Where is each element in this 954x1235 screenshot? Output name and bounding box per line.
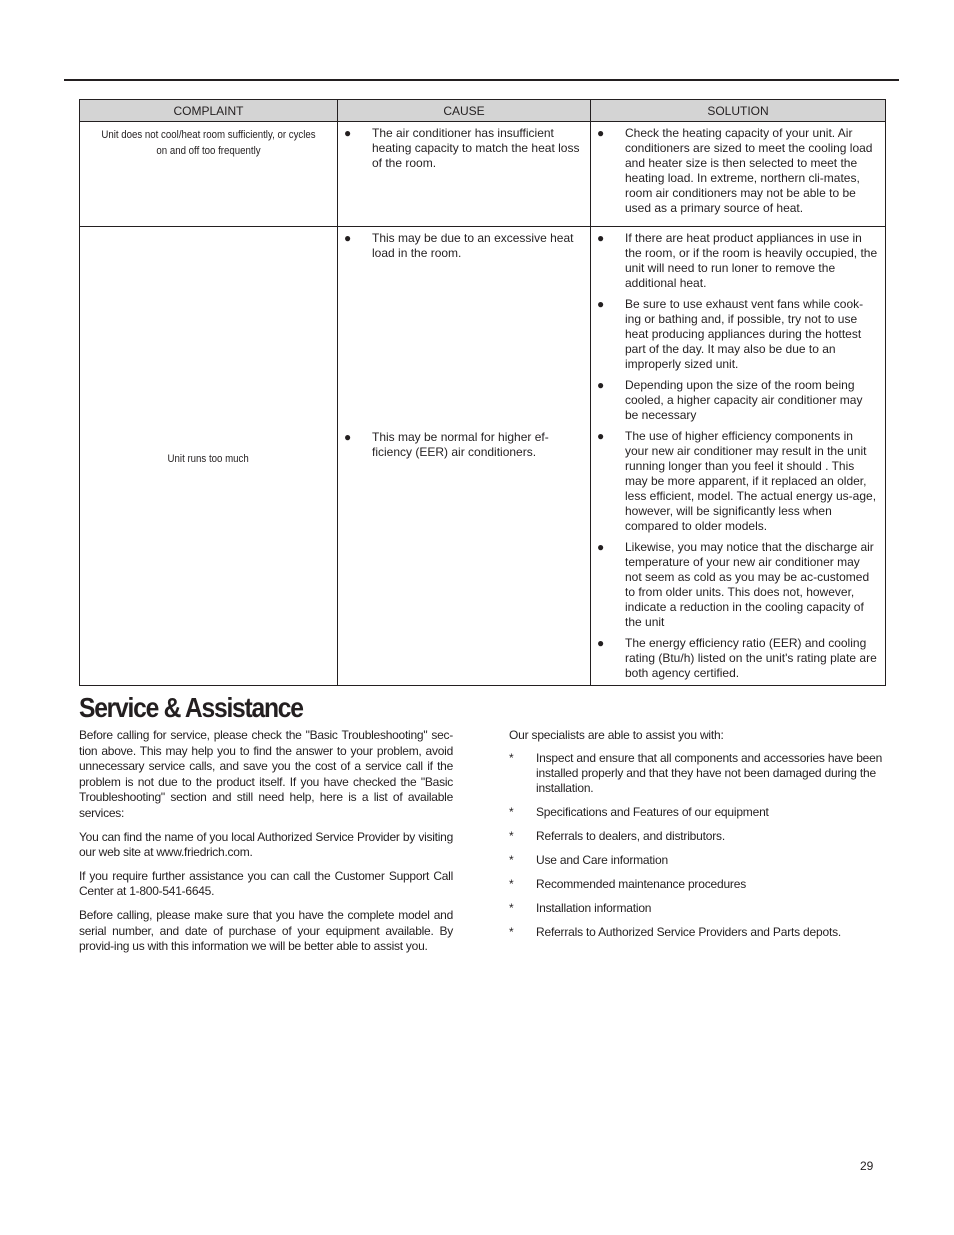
asterisk-icon: * <box>509 877 514 891</box>
solution-bullet: ● The energy efficiency ratio (EER) and cooling rating (Btu/h) listed on the unit's rating plate are both agency certified. <box>597 636 877 680</box>
top-divider <box>64 79 899 81</box>
list-item: * Specifications and Features of our equipment <box>509 805 769 819</box>
cause-bullet: ● The air conditioner has insufficient heating capacity to match the heat loss of the room. <box>344 126 580 170</box>
bullet-icon: ● <box>344 231 352 245</box>
solution-bullet: ● Check the heating capacity of your unit. Air conditioners are sized to meet the cooling load and heater size is then selected to meet the heating load. In extreme, northern cli-mates, room air conditioners may not be able to be used as a primary source of heat. <box>597 126 873 215</box>
bullet-icon: ● <box>344 430 352 444</box>
cause-bullet: ● This may be normal for higher ef-ficiency (EER) air conditioners. <box>344 430 549 459</box>
complaint-cell <box>80 227 338 686</box>
bullet-icon: ● <box>597 297 605 311</box>
services-intro: Our specialists are able to assist you with: <box>509 728 724 742</box>
list-item: * Referrals to dealers, and distributors. <box>509 829 725 843</box>
page-number: 29 <box>860 1159 874 1173</box>
complaint-header: COMPLAINT <box>80 100 338 122</box>
asterisk-icon: * <box>509 901 514 915</box>
solution-header: SOLUTION <box>591 100 886 122</box>
bullet-icon: ● <box>597 231 605 245</box>
solution-bullet: ● Depending upon the size of the room being cooled, a higher capacity air conditioner may be necessary <box>597 378 863 422</box>
bullet-icon: ● <box>597 636 605 650</box>
solution-cell <box>591 122 886 227</box>
paragraph: Before calling, please make sure that you have the complete model and serial number, and date of purchase of your equipment available. By provid-ing us with this information we will be better able to assist you. <box>79 907 453 954</box>
asterisk-icon: * <box>509 829 514 843</box>
paragraph: You can find the name of you local Authorized Service Provider by visiting our web site at www.friedrich.com. <box>79 829 453 860</box>
table-row <box>80 122 886 227</box>
paragraph: If you require further assistance you can call the Customer Support Call Center at 1-800-541-6645. <box>79 868 453 899</box>
bullet-icon: ● <box>597 378 605 392</box>
list-item: * Recommended maintenance procedures <box>509 877 746 891</box>
solution-bullet: ● If there are heat product appliances in use in the room, or if the room is heavily occupied, the unit will need to run loner to remove the additional heat. <box>597 231 878 290</box>
cause-cell <box>338 227 591 686</box>
bullet-icon: ● <box>597 429 605 443</box>
complaint-text: Unit does not cool/heat room sufficiently, or cycles on and off too frequently <box>101 129 316 157</box>
list-item: * Use and Care information <box>509 853 668 867</box>
asterisk-icon: * <box>509 751 514 765</box>
services-list-column <box>509 728 885 949</box>
asterisk-icon: * <box>509 925 514 939</box>
paragraph: Before calling for service, please check the "Basic Troubleshooting" sec-tion above. This may help you to find the answer to your problem, avoid unnecessary service calls, and save you the cost of a service call if the problem is not due to the product itself. If you have checked the "Basic Troubleshooting" section and still need help, here is a list of available services: <box>79 728 453 820</box>
complaint-text: Unit runs too much <box>167 452 250 465</box>
cause-bullet: ● This may be due to an excessive heat load in the room. <box>344 231 574 260</box>
complaint-cell <box>80 122 338 227</box>
list-item: * Referrals to Authorized Service Providers and Parts depots. <box>509 925 842 939</box>
cause-cell <box>338 122 591 227</box>
solution-bullet: ● Be sure to use exhaust vent fans while cook-ing or bathing and, if possible, try not to use heat producing appliances during the hottest part of the day. It may also be due to an improperly sized unit. <box>597 297 864 371</box>
solution-bullet: ● Likewise, you may notice that the discharge air temperature of your new air conditioner may not seem as cold as you may be ac-customed to from older units. This does not, however, indicate a reduction in the cooling capacity of the unit <box>597 540 874 629</box>
solution-cell <box>591 227 886 686</box>
table-header-row <box>80 100 886 122</box>
table-row <box>80 227 886 686</box>
bullet-icon: ● <box>597 126 605 140</box>
service-intro-column <box>79 728 453 963</box>
troubleshooting-table <box>79 99 886 686</box>
bullet-icon: ● <box>597 540 605 554</box>
list-item: * Inspect and ensure that all components and accessories have been installed properly and that they have not been damaged during the installation. <box>509 751 883 795</box>
cause-header: CAUSE <box>338 100 591 122</box>
asterisk-icon: * <box>509 853 514 867</box>
asterisk-icon: * <box>509 805 514 819</box>
list-item: * Installation information <box>509 901 652 915</box>
solution-bullet: ● The use of higher efficiency components in your new air conditioner may result in the unit running longer than you feel it should . This may be more apparent, if it replaced an older, less efficient, model. The actual energy us-age, however, will be significantly less when compared to older models. <box>597 429 877 533</box>
section-title: Service & Assistance <box>79 692 303 723</box>
bullet-icon: ● <box>344 126 352 140</box>
